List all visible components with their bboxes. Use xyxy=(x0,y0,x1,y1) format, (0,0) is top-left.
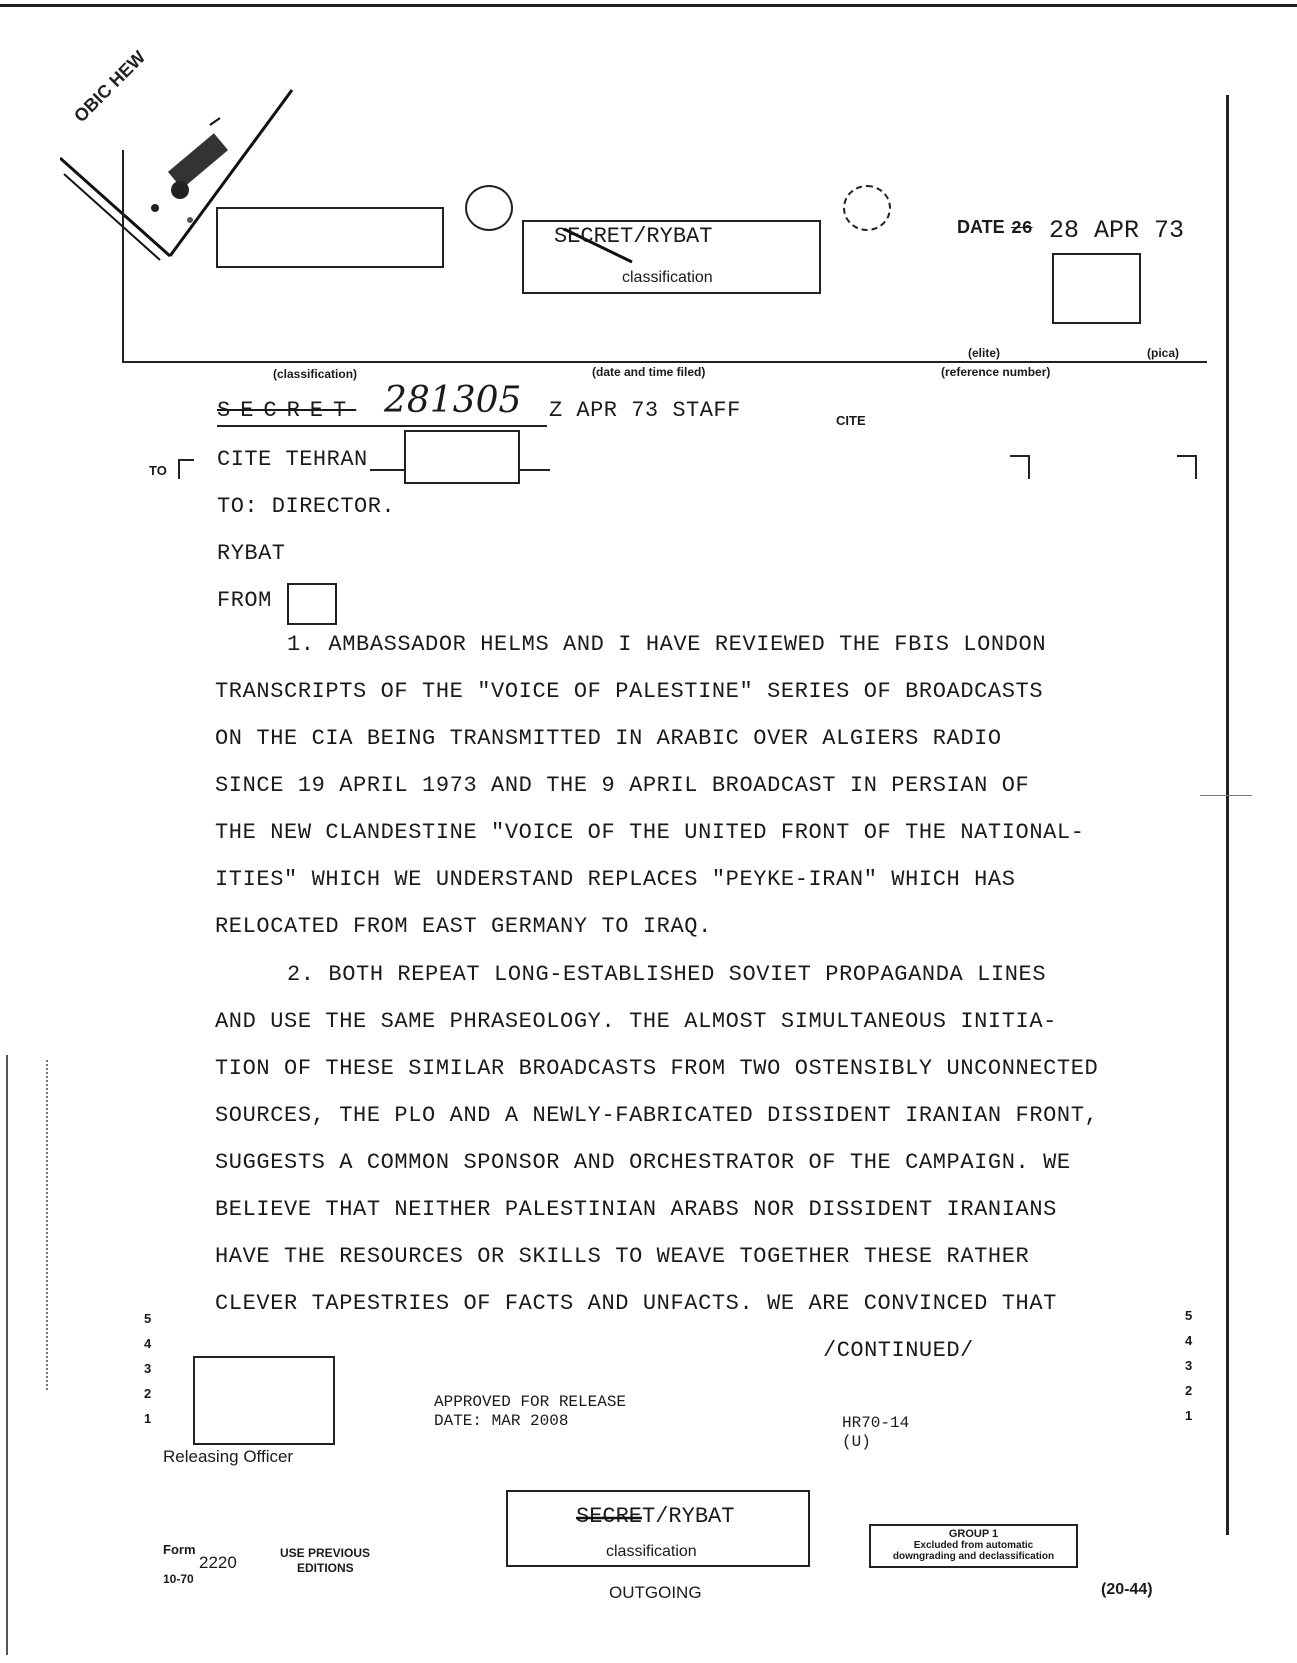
body-line-5: THE NEW CLANDESTINE "VOICE OF THE UNITED FRONT OF THE NATIONAL- xyxy=(215,820,1085,845)
classification-strike-bottom xyxy=(574,1504,654,1534)
margin-num-right-4: 4 xyxy=(1185,1333,1193,1348)
group-line-2: downgrading and declassification xyxy=(892,1551,1055,1562)
from-label: FROM xyxy=(217,588,272,613)
pica-label: (pica) xyxy=(1147,346,1180,360)
body-line-14: HAVE THE RESOURCES OR SKILLS TO WEAVE TOGETHER THESE RATHER xyxy=(215,1244,1030,1269)
body-line-3: ON THE CIA BEING TRANSMITTED IN ARABIC OVER ALGIERS RADIO xyxy=(215,726,1002,751)
classification-label-top: classification xyxy=(622,269,713,286)
margin-num-left-2: 2 xyxy=(144,1386,152,1401)
cite-underline-left xyxy=(370,469,404,471)
form-code: (20-44) xyxy=(1101,1581,1153,1598)
body-line-13: BELIEVE THAT NEITHER PALESTINIAN ARABS NOR DISSIDENT IRANIANS xyxy=(215,1197,1057,1222)
redacted-box-cite xyxy=(404,430,520,484)
releasing-officer-box xyxy=(193,1356,335,1445)
punch-hole-left xyxy=(465,185,513,231)
left-dotted-rule xyxy=(46,1060,48,1390)
classification-label-bottom: classification xyxy=(606,1543,697,1560)
classification-bottom: SECRET/RYBAT xyxy=(576,1504,735,1529)
body-line-2: TRANSCRIPTS OF THE "VOICE OF PALESTINE" SERIES OF BROADCASTS xyxy=(215,679,1044,704)
hr-sub: (U) xyxy=(842,1433,871,1451)
left-margin-rule xyxy=(6,1055,8,1655)
margin-num-right-1: 1 xyxy=(1185,1408,1193,1423)
group-1-box xyxy=(869,1524,1078,1568)
use-previous-label: USE PREVIOUS xyxy=(280,1546,371,1560)
col-classification-label: (classification) xyxy=(273,367,358,381)
redacted-box-date xyxy=(1052,253,1141,324)
classification-box-top xyxy=(522,220,821,294)
handwritten-time: 281305 xyxy=(384,380,522,421)
margin-num-right-3: 3 xyxy=(1185,1358,1193,1373)
approved-line-1: APPROVED FOR RELEASE xyxy=(434,1393,627,1411)
margin-num-left-4: 4 xyxy=(144,1336,152,1351)
hr-code: HR70-14 xyxy=(842,1414,910,1432)
cite-tehran: CITE TEHRAN xyxy=(217,447,368,472)
approved-line-2: DATE: MAR 2008 xyxy=(434,1412,569,1430)
classification-top: SECRET/RYBAT xyxy=(554,224,713,249)
date-struck: 26 xyxy=(1011,219,1033,239)
classification-box-bottom xyxy=(506,1490,810,1567)
col-reference-label: (reference number) xyxy=(941,365,1051,379)
date-value: 28 APR 73 xyxy=(1049,216,1185,245)
group-title: GROUP 1 xyxy=(948,1528,999,1540)
continued-marker: /CONTINUED/ xyxy=(823,1338,974,1363)
scan-dash-artifact xyxy=(1200,795,1252,796)
punch-hole-right xyxy=(843,185,891,231)
to-label: TO xyxy=(149,463,167,478)
body-line-6: ITIES" WHICH WE UNDERSTAND REPLACES "PEYKE-IRAN" WHICH HAS xyxy=(215,867,1016,892)
editions-label: EDITIONS xyxy=(297,1561,354,1575)
body-line-12: SUGGESTS A COMMON SPONSOR AND ORCHESTRATOR OF THE CAMPAIGN. WE xyxy=(215,1150,1071,1175)
margin-num-right-2: 2 xyxy=(1185,1383,1193,1398)
margin-num-left-5: 5 xyxy=(144,1311,152,1326)
elite-label: (elite) xyxy=(968,346,1001,360)
redacted-box-top-left xyxy=(216,207,444,268)
col-date-time-label: (date and time filed) xyxy=(592,365,706,379)
outgoing-label: OUTGOING xyxy=(609,1583,702,1602)
secret-underline xyxy=(217,425,547,427)
bracket-right-2 xyxy=(1177,455,1197,479)
right-margin-rule xyxy=(1226,95,1229,1535)
cite-underline-right xyxy=(518,469,550,471)
releasing-officer-label: Releasing Officer xyxy=(163,1447,294,1466)
body-line-8: 2. BOTH REPEAT LONG-ESTABLISHED SOVIET PROPAGANDA LINES xyxy=(287,962,1047,987)
body-line-9: AND USE THE SAME PHRASEOLOGY. THE ALMOST SIMULTANEOUS INITIA- xyxy=(215,1009,1057,1034)
time-suffix: Z APR 73 STAFF xyxy=(549,398,741,423)
body-line-7: RELOCATED FROM EAST GERMANY TO IRAQ. xyxy=(215,914,712,939)
form-number: 2220 xyxy=(199,1553,237,1572)
date-label: DATE xyxy=(957,217,1005,237)
form-date: 10-70 xyxy=(163,1572,194,1586)
form-label: Form xyxy=(163,1542,196,1557)
redacted-box-from xyxy=(287,583,337,625)
body-line-4: SINCE 19 APRIL 1973 AND THE 9 APRIL BROADCAST IN PERSIAN OF xyxy=(215,773,1030,798)
stamp-text: OBIC HEW xyxy=(70,46,150,127)
body-line-1: 1. AMBASSADOR HELMS AND I HAVE REVIEWED THE FBIS LONDON xyxy=(287,632,1047,657)
margin-num-left-1: 1 xyxy=(144,1411,152,1426)
top-edge-rule xyxy=(0,4,1297,7)
header-left-rule xyxy=(122,150,124,363)
bracket-right-1 xyxy=(1010,455,1030,479)
classification-strike-top xyxy=(558,226,648,266)
header-divider xyxy=(122,361,1207,363)
group-line-1: Excluded from automatic xyxy=(913,1540,1034,1551)
body-line-11: SOURCES, THE PLO AND A NEWLY-FABRICATED DISSIDENT IRANIAN FRONT, xyxy=(215,1103,1099,1128)
to-bracket xyxy=(178,459,194,479)
to-director: TO: DIRECTOR. xyxy=(217,494,396,519)
rybat-line: RYBAT xyxy=(217,541,286,566)
margin-num-left-3: 3 xyxy=(144,1361,152,1376)
body-line-10: TION OF THESE SIMILAR BROADCASTS FROM TWO OSTENSIBLY UNCONNECTED xyxy=(215,1056,1099,1081)
body-line-15: CLEVER TAPESTRIES OF FACTS AND UNFACTS. WE ARE CONVINCED THAT xyxy=(215,1291,1057,1316)
margin-num-right-5: 5 xyxy=(1185,1308,1193,1323)
secret-marking: SECRET xyxy=(217,398,357,423)
cite-label: CITE xyxy=(836,413,866,428)
